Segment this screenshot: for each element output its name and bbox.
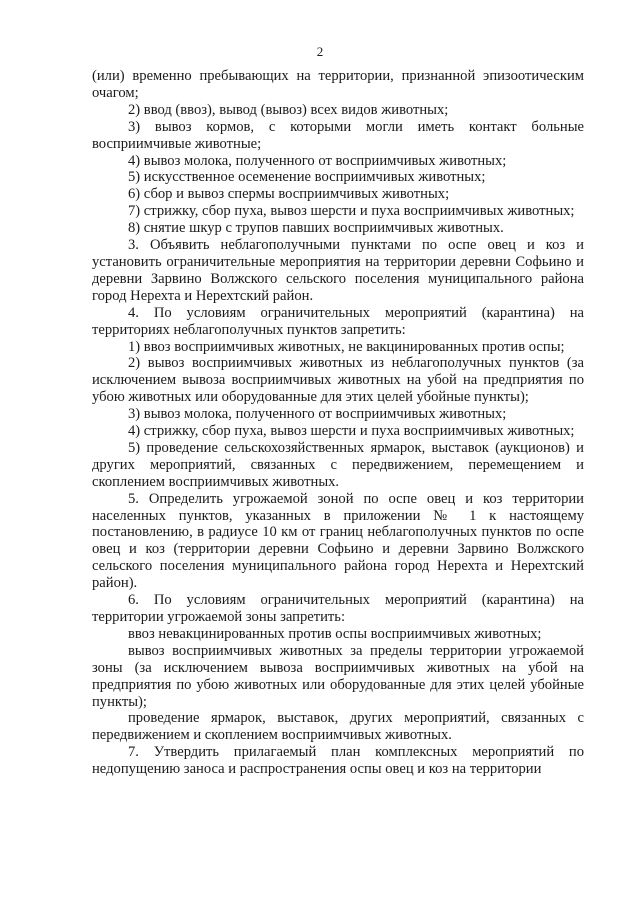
paragraph-13: 4) стрижку, сбор пуха, вывоз шерсти и пуха восприимчивых животных; [128,423,575,440]
paragraph-10: 1) ввоз восприимчивых животных, не вакцинированных против оспы; [128,338,565,355]
paragraph-2: 3) вывоз кормов, с которыми могли иметь контакт больные восприимчивые животные; [92,118,584,152]
paragraph-1: 2) ввод (ввоз), вывод (вывоз) всех видов животных; [128,101,449,118]
paragraph-4: 5) искусственное осеменение восприимчивых животных; [128,169,486,186]
paragraph-17: ввоз невакцинированных против оспы восприимчивых животных; [128,625,542,642]
paragraph-9: 4. По условиям ограничительных мероприятий (карантина) на территориях неблагополучных пунктов запретить: [92,304,584,338]
paragraph-8: 3. Объявить неблагополучными пунктами по оспе овец и коз и установить ограничительные мероприятия на территории деревни Софьино и деревни Зарвино Волжского сельского поселения муниципального района город Нерехта и Нерехтский район. [92,237,584,304]
paragraph-3: 4) вывоз молока, полученного от восприимчивых животных; [128,152,507,169]
paragraph-18: вывоз восприимчивых животных за пределы территории угрожаемой зоны (за исключением вывоза восприимчивых животных на убой на предприятия по убою животных или оборудованные для этих целей убойные пункты); [92,642,584,710]
document-body [92,68,584,778]
paragraph-16: 6. По условиям ограничительных мероприятий (карантина) на территории угрожаемой зоны запретить: [92,592,584,625]
paragraph-6: 7) стрижку, сбор пуха, вывоз шерсти и пуха восприимчивых животных; [128,203,575,220]
paragraph-14: 5) проведение сельскохозяйственных ярмарок, выставок (аукционов) и других мероприятий, связанных с передвижением, перемещением и скоплением восприимчивых животных. [92,439,584,490]
paragraph-20: 7. Утвердить прилагаемый план комплексных мероприятий по недопущению заноса и распространения оспы овец и коз на территории [92,744,584,778]
paragraph-19: проведение ярмарок, выставок, других мероприятий, связанных с передвижением и скоплением восприимчивых животных. [92,710,584,744]
paragraph-5: 6) сбор и вывоз спермы восприимчивых животных; [128,186,450,203]
page-number: 2 [316,44,324,59]
paragraph-12: 3) вывоз молока, полученного от восприимчивых животных; [128,406,507,423]
paragraph-15: 5. Определить угрожаемой зоной по оспе овец и коз территории населенных пунктов, указанных в приложении № 1 к настоящему постановлению, в радиусе 10 км от границ неблагополучных пунктов по оспе овец и коз (территории деревни Софьино и деревни Зарвино Волжского сельского поселения муниципального района город Нерехта и Нерехтский район). [92,490,584,592]
paragraph-0: (или) временно пребывающих на территории, признанной эпизоотическим очагом; [92,68,584,101]
paragraph-7: 8) снятие шкур с трупов павших восприимчивых животных. [128,220,504,237]
paragraph-11: 2) вывоз восприимчивых животных из неблагополучных пунктов (за исключением вывоза восприимчивых животных на убой на предприятия по убою животных или оборудованные для этих целей убойные пункты); [92,355,584,406]
